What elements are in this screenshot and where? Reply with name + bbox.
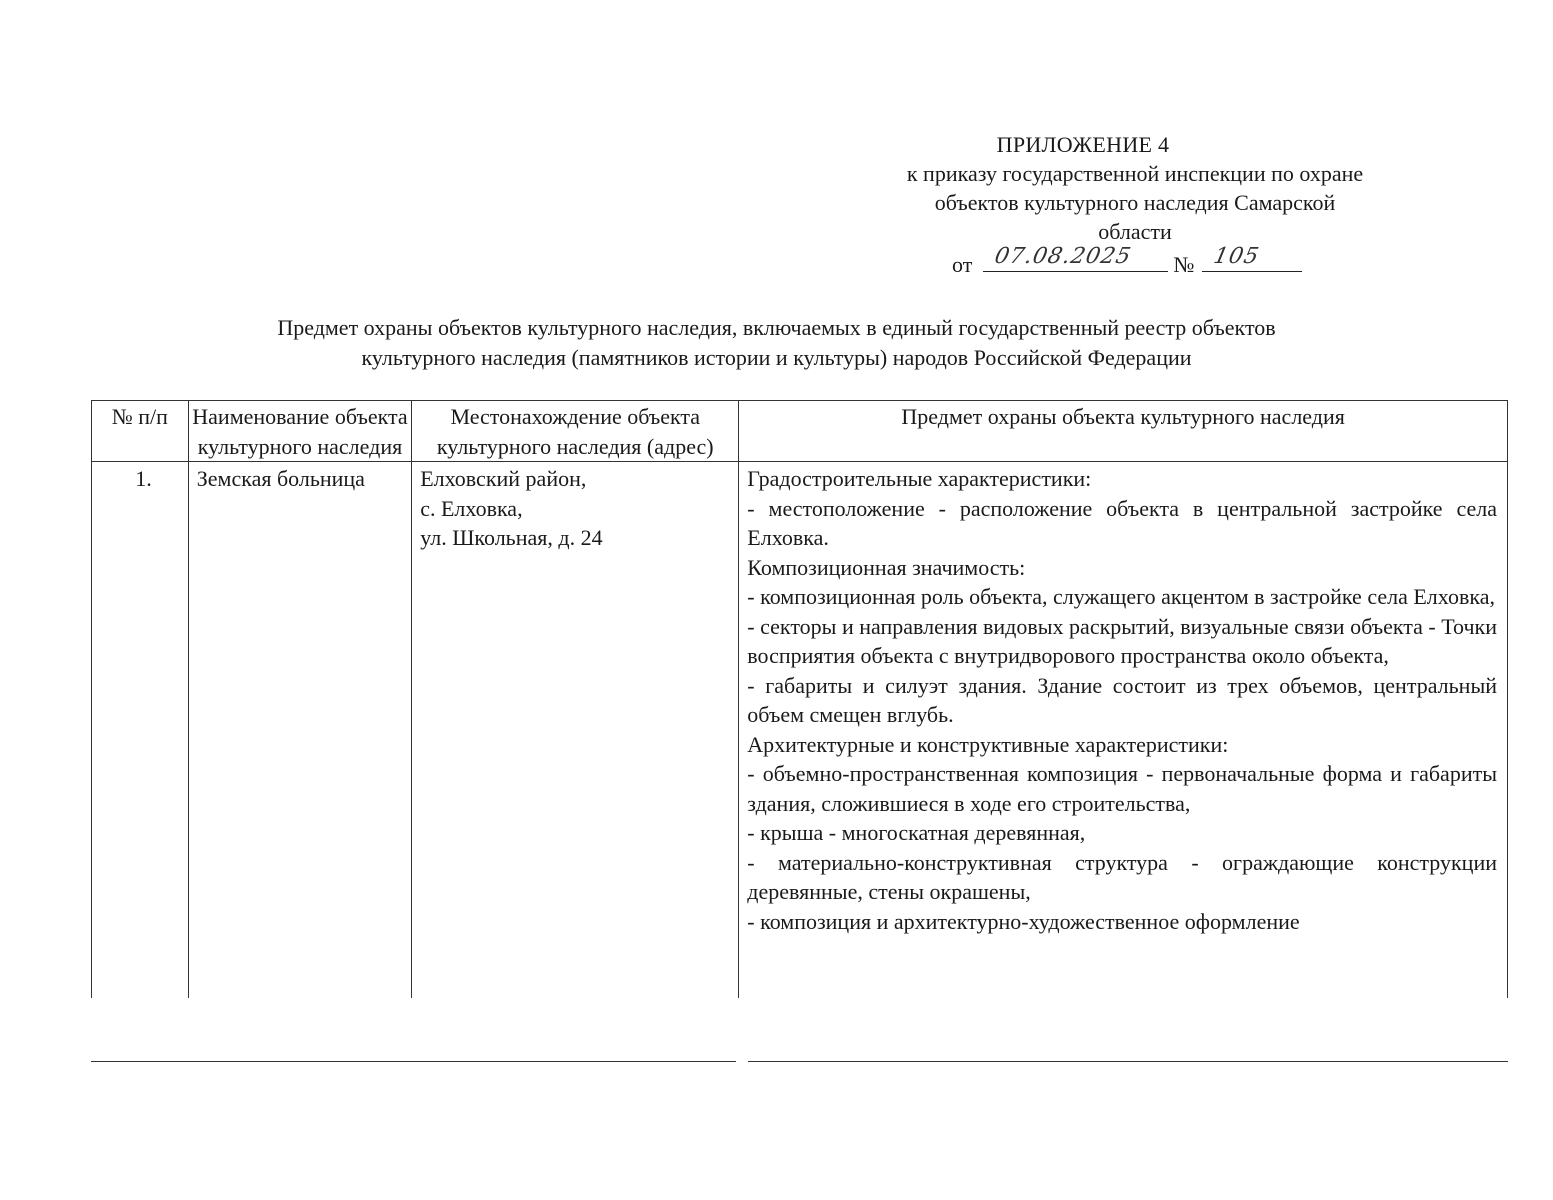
address-line-3: ул. Школьная, д. 24 [420, 525, 603, 550]
order-date-handwritten: 07.08.2025 [992, 244, 1134, 269]
subject-paragraph: - композиция и архитектурно-художественное оформление [747, 908, 1300, 934]
appendix-order-line-3: области [1098, 219, 1172, 244]
subject-paragraph: - местоположение - расположение объекта в центральной застройке села Елховка. [747, 495, 1497, 550]
heading-line-1: Предмет охраны объектов культурного наследия, включаемых в единый государственный реестр объектов [277, 315, 1276, 340]
header-name: Наименование объекта культурного наследия [188, 401, 411, 462]
header-num: № п/п [92, 401, 189, 462]
table-bottom-border-gap [736, 1059, 748, 1063]
address-line-1: Елховский район, [420, 466, 587, 491]
appendix-header [800, 130, 1470, 276]
heading-line-2: культурного наследия (памятников истории и культуры) народов Российской Федерации [361, 345, 1192, 370]
subject-paragraph: Градостроительные характеристики: [747, 466, 1092, 491]
protection-subject-table [91, 400, 1508, 998]
appendix-title: ПРИЛОЖЕНИЕ 4 [996, 132, 1170, 157]
number-prefix: № [1173, 252, 1195, 277]
row-num: 1. [92, 462, 189, 998]
row-subject [739, 462, 1508, 998]
table-bottom-border [91, 1061, 1508, 1062]
subject-paragraph: Архитектурные и конструктивные характеристики: [747, 731, 1229, 757]
row-name: Земская больница [188, 462, 411, 998]
header-subject: Предмет охраны объекта культурного наследия [739, 401, 1508, 462]
subject-paragraph: - объемно-пространственная композиция - первоначальные форма и габариты здания, сложившиеся в ходе его строительства, [747, 761, 1497, 816]
header-address: Местонахождение объекта культурного наследия (адрес) [412, 401, 739, 462]
subject-paragraph: - габариты и силуэт здания. Здание состоит из трех объемов, центральный объем смещен вглубь. [747, 672, 1497, 727]
table-row [92, 462, 1508, 998]
address-line-2: с. Елховка, [420, 495, 523, 521]
order-date-field [983, 244, 1168, 272]
row-address [412, 462, 739, 998]
table-header-row [92, 401, 1508, 462]
date-prefix: от [952, 252, 973, 277]
order-number-field [1202, 244, 1302, 272]
order-number-handwritten: 105 [1211, 244, 1262, 269]
subject-paragraph: - композиционная роль объекта, служащего акцентом в застройке села Елховка, [747, 584, 1495, 609]
appendix-order-line-2: объектов культурного наследия Самарской [934, 190, 1336, 215]
subject-paragraph: - материально-конструктивная структура - ограждающие конструкции деревянные, стены окрашены, [747, 849, 1497, 904]
appendix-order-line-1: к приказу государственной инспекции по охране [906, 161, 1364, 186]
subject-paragraph: - крыша - многоскатная деревянная, [747, 820, 1086, 845]
document-heading [0, 313, 1553, 373]
subject-paragraph: - секторы и направления видовых раскрытий, визуальные связи объекта - Точки восприятия объекта с внутридворового пространства около объекта, [747, 613, 1497, 668]
subject-paragraph: Композиционная значимость: [747, 554, 1026, 580]
order-date-number-line [800, 244, 1470, 277]
